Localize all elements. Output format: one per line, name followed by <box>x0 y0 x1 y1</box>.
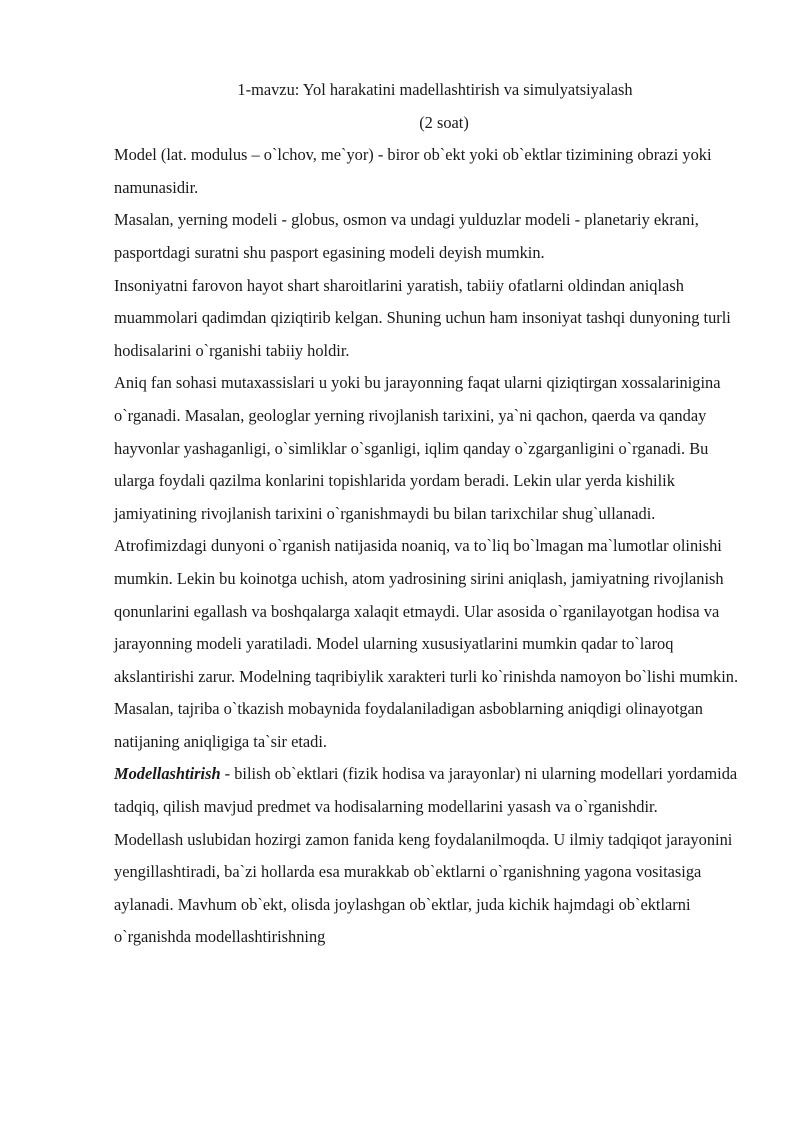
paragraph-world-study: Atrofimizdagi dunyoni o`rganish natijasida noaniq, va to`liq bo`lmagan ma`lumotlar olinishi mumkin. Lekin bu koinotga uchish, atom yadrosining sirini aniqlash, jamiyatning rivojlanish qonunlarini egallash va boshqalarga xalaqit etmaydi. Ular asosida o`rganilayotgan hodisa va jarayonning modeli yaratiladi. Model ularning xususiyatlarini mumkin qadar to`laroq akslantirishi zarur. Modelning taqribiylik xarakteri turli ko`rinishda namoyon bo`lishi mumkin. Masalan, tajriba o`tkazish mobaynida foydalaniladigan asboblarning aniqdigi olinayotgan natijaning aniqligiga ta`sir etadi. <box>114 536 739 751</box>
paragraph-model-definition: Model (lat. modulus – o`lchov, me`yor) - biror ob`ekt yoki ob`ektlar tizimining obrazi yoki namunasidir. <box>114 145 712 197</box>
paragraph-modelling-definition <box>114 758 742 823</box>
term-modellashtirish: Modellashtirish <box>114 764 221 784</box>
paragraph-specialists: Aniq fan sohasi mutaxassislari u yoki bu jarayonning faqat ularni qiziqtirgan xossalarinigina o`rganadi. Masalan, geologlar yerning rivojlanish tarixini, ya`ni qachon, qaerda va qanday hayvonlar yashaganligi, o`simliklar o`sganligi, iqlim qanday o`zgarganligini o`rganadi. Bu ularga foydali qazilma konlarini topishlarida yordam beradi. Lekin ular yerda kishilik jamiyatining rivojlanish tarixini o`rganishmaydi bu bilan tarixchilar shug`ullanadi. <box>114 373 721 523</box>
document-page <box>114 74 742 954</box>
paragraph-model-examples: Masalan, yerning modeli - globus, osmon va undagi yulduzlar modeli - planetariy ekrani, pasportdagi suratni shu pasport egasining modeli deyish mumkin. <box>114 210 699 262</box>
paragraph-humanity-interest: Insoniyatni farovon hayot shart sharoitlarini yaratish, tabiiy ofatlarni oldindan aniqlash muammolari qadimdan qiziqtirib kelgan. Shuning uchun ham insoniyat tashqi dunyoning turli hodisalarini o`rganishi tabiiy holdir. <box>114 275 731 360</box>
document-subtitle: (2 soat) <box>419 112 469 132</box>
document-title: 1-mavzu: Yol harakatini madellashtirish va simulyatsiyalash <box>237 80 633 99</box>
definition-text: - bilish ob`ektlari (fizik hodisa va jarayonlar) ni ularning modellari yordamida tadqiq, qilish mavjud predmet va hodisalarning modellarini yasash va o`rganishdir. <box>114 764 738 817</box>
paragraph-modelling-usage: Modellash uslubidan hozirgi zamon fanida keng foydalanilmoqda. U ilmiy tadqiqot jarayonini yengillashtiradi, ba`zi hollarda esa murakkab ob`ektlarni o`rganishning yagona vositasiga aylanadi. Mavhum ob`ekt, olisda joylashgan ob`ektlar, juda kichik hajmdagi ob`ektlarni o`rganishda modellashtirishning <box>114 829 733 947</box>
